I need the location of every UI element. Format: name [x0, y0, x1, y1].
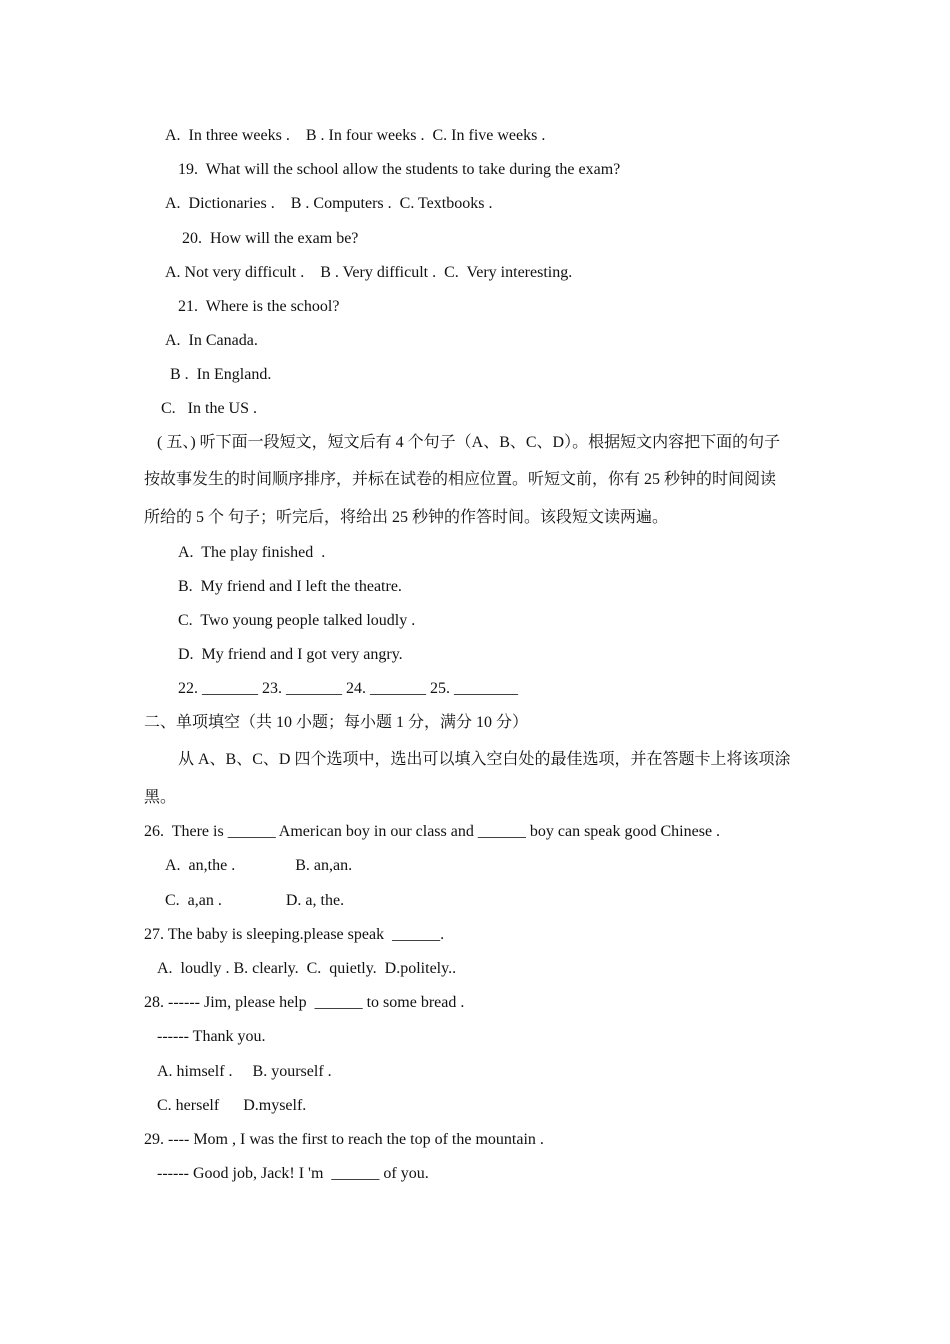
q21-question: 21. Where is the school? [178, 298, 340, 315]
sentence-d: D. My friend and I got very angry. [178, 646, 403, 663]
q28-reply: ------ Thank you. [157, 1028, 266, 1045]
q26-options-cd: C. a,an . D. a, the. [165, 892, 345, 909]
q21-option-b: B . In England. [170, 366, 272, 383]
q29-question: 29. ---- Mom , I was the first to reach the top of the mountain . [144, 1131, 544, 1148]
q26-question: 26. There is ______ American boy in our class and ______ boy can speak good Chinese . [144, 823, 721, 840]
q20-question: 20. How will the exam be? [182, 230, 359, 247]
q29-reply: ------ Good job, Jack! I 'm ______ of you. [157, 1165, 429, 1182]
q21-option-a: A. In Canada. [165, 332, 258, 349]
part-2-instructions-1: 从 A、B、C、D 四个选项中，选出可以填入空白处的最佳选项，并在答题卡上将该项涂 [178, 751, 791, 768]
section-5-instructions-2: 按故事发生的时间顺序排序，并标在试卷的相应位置。听短文前，你有 25 秒钟的时间阅读 [144, 471, 777, 488]
q28-options-ab: A. himself . B. yourself . [157, 1063, 332, 1080]
q26-options-ab: A. an,the . B. an,an. [165, 857, 353, 874]
q18-options: A. In three weeks . B . In four weeks . C. In five weeks . [165, 127, 546, 144]
q19-options: A. Dictionaries . B . Computers . C. Textbooks . [165, 195, 493, 212]
section-5-instructions-1: ( 五、) 听下面一段短文，短文后有 4 个句子（A、B、C、D）。根据短文内容把下面的句子 [157, 434, 781, 451]
sentence-c: C. Two young people talked loudly . [178, 612, 416, 629]
part-2-instructions-2: 黑。 [144, 789, 177, 806]
q27-options: A. loudly . B. clearly. C. quietly. D.politely.. [157, 960, 457, 977]
section-5-instructions-3: 所给的 5 个 句子；听完后，将给出 25 秒钟的作答时间。该段短文读两遍。 [144, 509, 669, 526]
q20-options: A. Not very difficult . B . Very difficult . C. Very interesting. [165, 264, 573, 281]
q19-question: 19. What will the school allow the students to take during the exam? [178, 161, 621, 178]
part-2-heading: 二、单项填空（共 10 小题；每小题 1 分，满分 10 分） [144, 714, 529, 731]
q27-question: 27. The baby is sleeping.please speak ______. [144, 926, 445, 943]
answer-blanks-22-25: 22. _______ 23. _______ 24. _______ 25. ________ [178, 680, 518, 697]
sentence-a: A. The play finished . [178, 544, 326, 561]
q28-options-cd: C. herself D.myself. [157, 1097, 307, 1114]
q21-option-c: C. In the US . [161, 400, 257, 417]
q28-question: 28. ------ Jim, please help ______ to some bread . [144, 994, 465, 1011]
sentence-b: B. My friend and I left the theatre. [178, 578, 402, 595]
